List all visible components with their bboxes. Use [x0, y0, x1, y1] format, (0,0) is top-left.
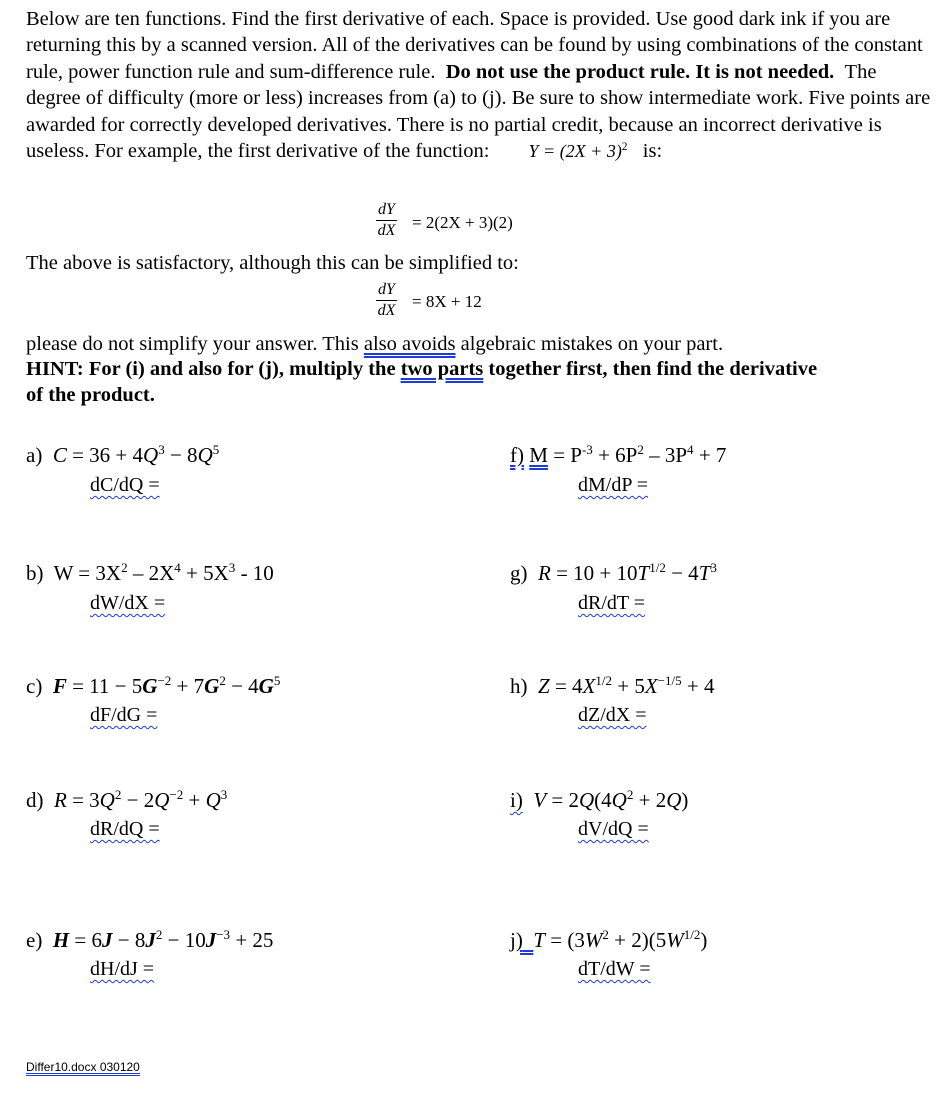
problem-b: b) $W = 3X^2 - 2X^4 + 5X^3 - 10$ — [26, 559, 274, 585]
problem-i: i) $V = 2Q(4Q^2 + 2Q)$ — [510, 786, 689, 812]
deriv-g[interactable]: dR/dT = — [578, 592, 646, 614]
two-parts-link[interactable]: two parts — [400, 358, 484, 380]
example-frac-num: dY — [376, 200, 397, 221]
example-fraction-simplified — [376, 280, 397, 321]
problem-j: j) $T = (3W^2 + 2)(5W^{1/2})$ — [510, 926, 708, 952]
example-frac-den: dX — [377, 222, 396, 239]
problem-d: d) $R = 3Q^2 - 2Q^{-2} + Q^3$ — [26, 786, 228, 812]
example-derivative: = 2(2X + 3)(2) — [412, 213, 513, 232]
instructions-part1: Below are ten functions. Find the first derivative of each. Space is provided. Use good dark ink if you are returning this by a scanned version. All of the derivatives can be found by using combinations of the constant rule, power function rule and sum-difference rule. — [26, 8, 923, 83]
deriv-h[interactable]: dZ/dX = — [578, 704, 647, 726]
problem-a: a) $C = 36 + 4Q^3 - 8Q^5$ — [26, 441, 220, 467]
simplify-note: The above is satisfactory, although this can be simplified to: — [26, 252, 519, 274]
problem-h: h) $Z = 4X^{1/2} + 5X^{-1/5} + 4$ — [510, 672, 715, 698]
problem-e: e) $H = 6J - 8J^2 - 10J^{-3} + 25$ — [26, 926, 274, 952]
deriv-e[interactable]: dH/dJ = — [90, 958, 155, 980]
example-frac-den-2: dX — [377, 302, 396, 319]
problem-g: g) $R = 10 + 10T^{1/2} - 4T^3$ — [510, 559, 717, 585]
example-derivative-simplified: = 8X + 12 — [412, 292, 482, 311]
deriv-f[interactable]: dM/dP = — [578, 474, 648, 496]
example-frac-num-2: dY — [376, 280, 397, 301]
example-fraction — [376, 200, 397, 241]
problem-c: c) $F = 11 - 5G^{-2} + 7G^2 - 4G^5$ — [26, 672, 281, 698]
footer-filename: Differ10.docx 030120 — [26, 1060, 140, 1074]
instructions — [26, 6, 931, 164]
example-is: is: — [642, 140, 663, 163]
deriv-c[interactable]: dF/dG = — [90, 704, 158, 726]
example-function: $Y = (2X + 3)^2$ — [528, 141, 628, 162]
no-simplify-note: please do not simplify your answer. This also avoids algebraic mistakes on your part. — [26, 333, 724, 355]
instructions-part2: The degree of difficulty (more or less) increases from (a) to (j). Be sure to show intermediate work. Five points are awarded for correctly developed derivatives. There is no partial credit, because an incorrect derivative is useless. For example, the first derivative of the function: — [26, 60, 931, 163]
problem-f: f) $M = P^{-3} + 6P^2 - 3P^4 + 7$ — [510, 441, 727, 467]
deriv-a[interactable]: dC/dQ = — [90, 474, 160, 496]
instructions-bold: Do not use the product rule. It is not needed. — [445, 60, 835, 83]
deriv-b[interactable]: dW/dX = — [90, 592, 166, 614]
hint-line-1: HINT: For (i) and also for (j), multiply the two parts together first, then find the derivative — [26, 358, 818, 380]
also-avoids-link[interactable]: also avoids — [363, 333, 456, 355]
deriv-j[interactable]: dT/dW = — [578, 958, 651, 980]
hint-line-2: of the product. — [26, 384, 155, 406]
deriv-d[interactable]: dR/dQ = — [90, 818, 160, 840]
deriv-i[interactable]: dV/dQ = — [578, 818, 649, 840]
